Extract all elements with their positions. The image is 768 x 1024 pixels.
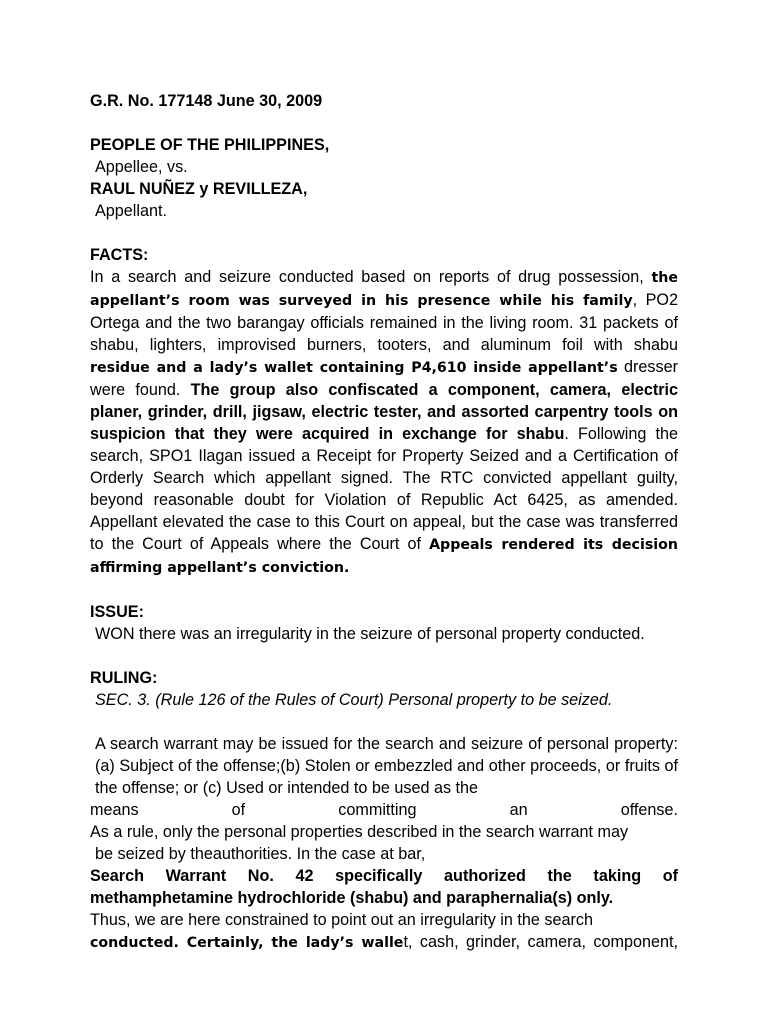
- appellant-role: Appellant.: [95, 202, 167, 220]
- facts-text-4: residue and a lady’s wallet containing P4,610 inside appellant’s: [90, 360, 618, 376]
- case-number: G.R. No. 177148 June 30, 2009: [90, 92, 323, 110]
- facts-heading: FACTS:: [90, 246, 149, 264]
- ruling-heading: RULING:: [90, 669, 158, 687]
- word-an: an: [509, 801, 528, 819]
- ruling-paragraph-2a: As a rule, only the personal properties described in the search warrant may: [90, 823, 629, 841]
- facts-text-2: the appellant’s room was surveyed in his presence while his family: [90, 270, 679, 309]
- rule-title: SEC. 3. (Rule 126 of the Rules of Court) Personal property to be seized.: [95, 691, 613, 709]
- ruling-paragraph-3: Search Warrant No. 42 specifically authorized the taking of methamphetamine hydrochloride (shabu) and paraphernalia(s) only.: [90, 867, 678, 907]
- ruling-paragraph-1: A search warrant may be issued for the search and seizure of personal property:(a) Subject of the offense;(b) Stolen or embezzled and other proceeds, or fruits of the offense; or (c) Used or intended to be used as the: [95, 735, 678, 797]
- ruling-paragraph-4b: [90, 931, 678, 954]
- facts-text-5: dresser were found.: [90, 358, 678, 399]
- appellee-role: Appellee, vs.: [95, 158, 188, 176]
- facts-text-7: . Following the search, SPO1 Ilagan issued a Receipt for Property Seized and a Certification of Orderly Search which appellant signed. The RTC convicted appellant guilty, beyond reasonable doubt for Violation of Republic Act 6425, as amended. Appellant elevated the case to this Court on appeal, but the case was transferred to the Court of Appeals where the Court of: [90, 425, 678, 553]
- case-digest: [90, 90, 678, 954]
- word-means: means: [90, 801, 139, 819]
- ruling-text-4b: conducted. Certainly, the lady’s walle: [90, 935, 404, 951]
- ruling-paragraph-4a: Thus, we are here constrained to point out an irregularity in the search: [90, 911, 593, 929]
- facts-text-3: , PO2 Ortega and the two barangay officials remained in the living room. 31 packets of shabu, lighters, improvised burners, tooters, and aluminum foil with shabu: [90, 291, 678, 354]
- word-offense: offense.: [620, 801, 679, 819]
- ruling-paragraph-1-end: [90, 799, 678, 821]
- word-committing: committing: [338, 801, 417, 819]
- facts-text-8: Appeals rendered its decision affirming appellant’s conviction.: [90, 537, 678, 576]
- appellee-name: PEOPLE OF THE PHILIPPINES,: [90, 136, 330, 154]
- facts-text-6: The group also confiscated a component, camera, electric planer, grinder, drill, jigsaw, electric tester, and assorted carpentry tools on suspicion that they were acquired in exchange for shabu: [90, 381, 679, 443]
- word-of: of: [231, 801, 246, 819]
- ruling-paragraph-2b: be seized by theauthorities. In the case at bar,: [95, 845, 426, 863]
- issue-heading: ISSUE:: [90, 603, 144, 621]
- appellant-name: RAUL NUÑEZ y REVILLEZA,: [90, 180, 308, 198]
- ruling-text-4c: t, cash, grinder, camera, component,: [403, 933, 679, 951]
- facts-paragraph: [90, 266, 678, 579]
- issue-text: WON there was an irregularity in the seizure of personal property conducted.: [95, 625, 645, 643]
- facts-text-1: In a search and seizure conducted based on reports of drug possession,: [90, 268, 644, 286]
